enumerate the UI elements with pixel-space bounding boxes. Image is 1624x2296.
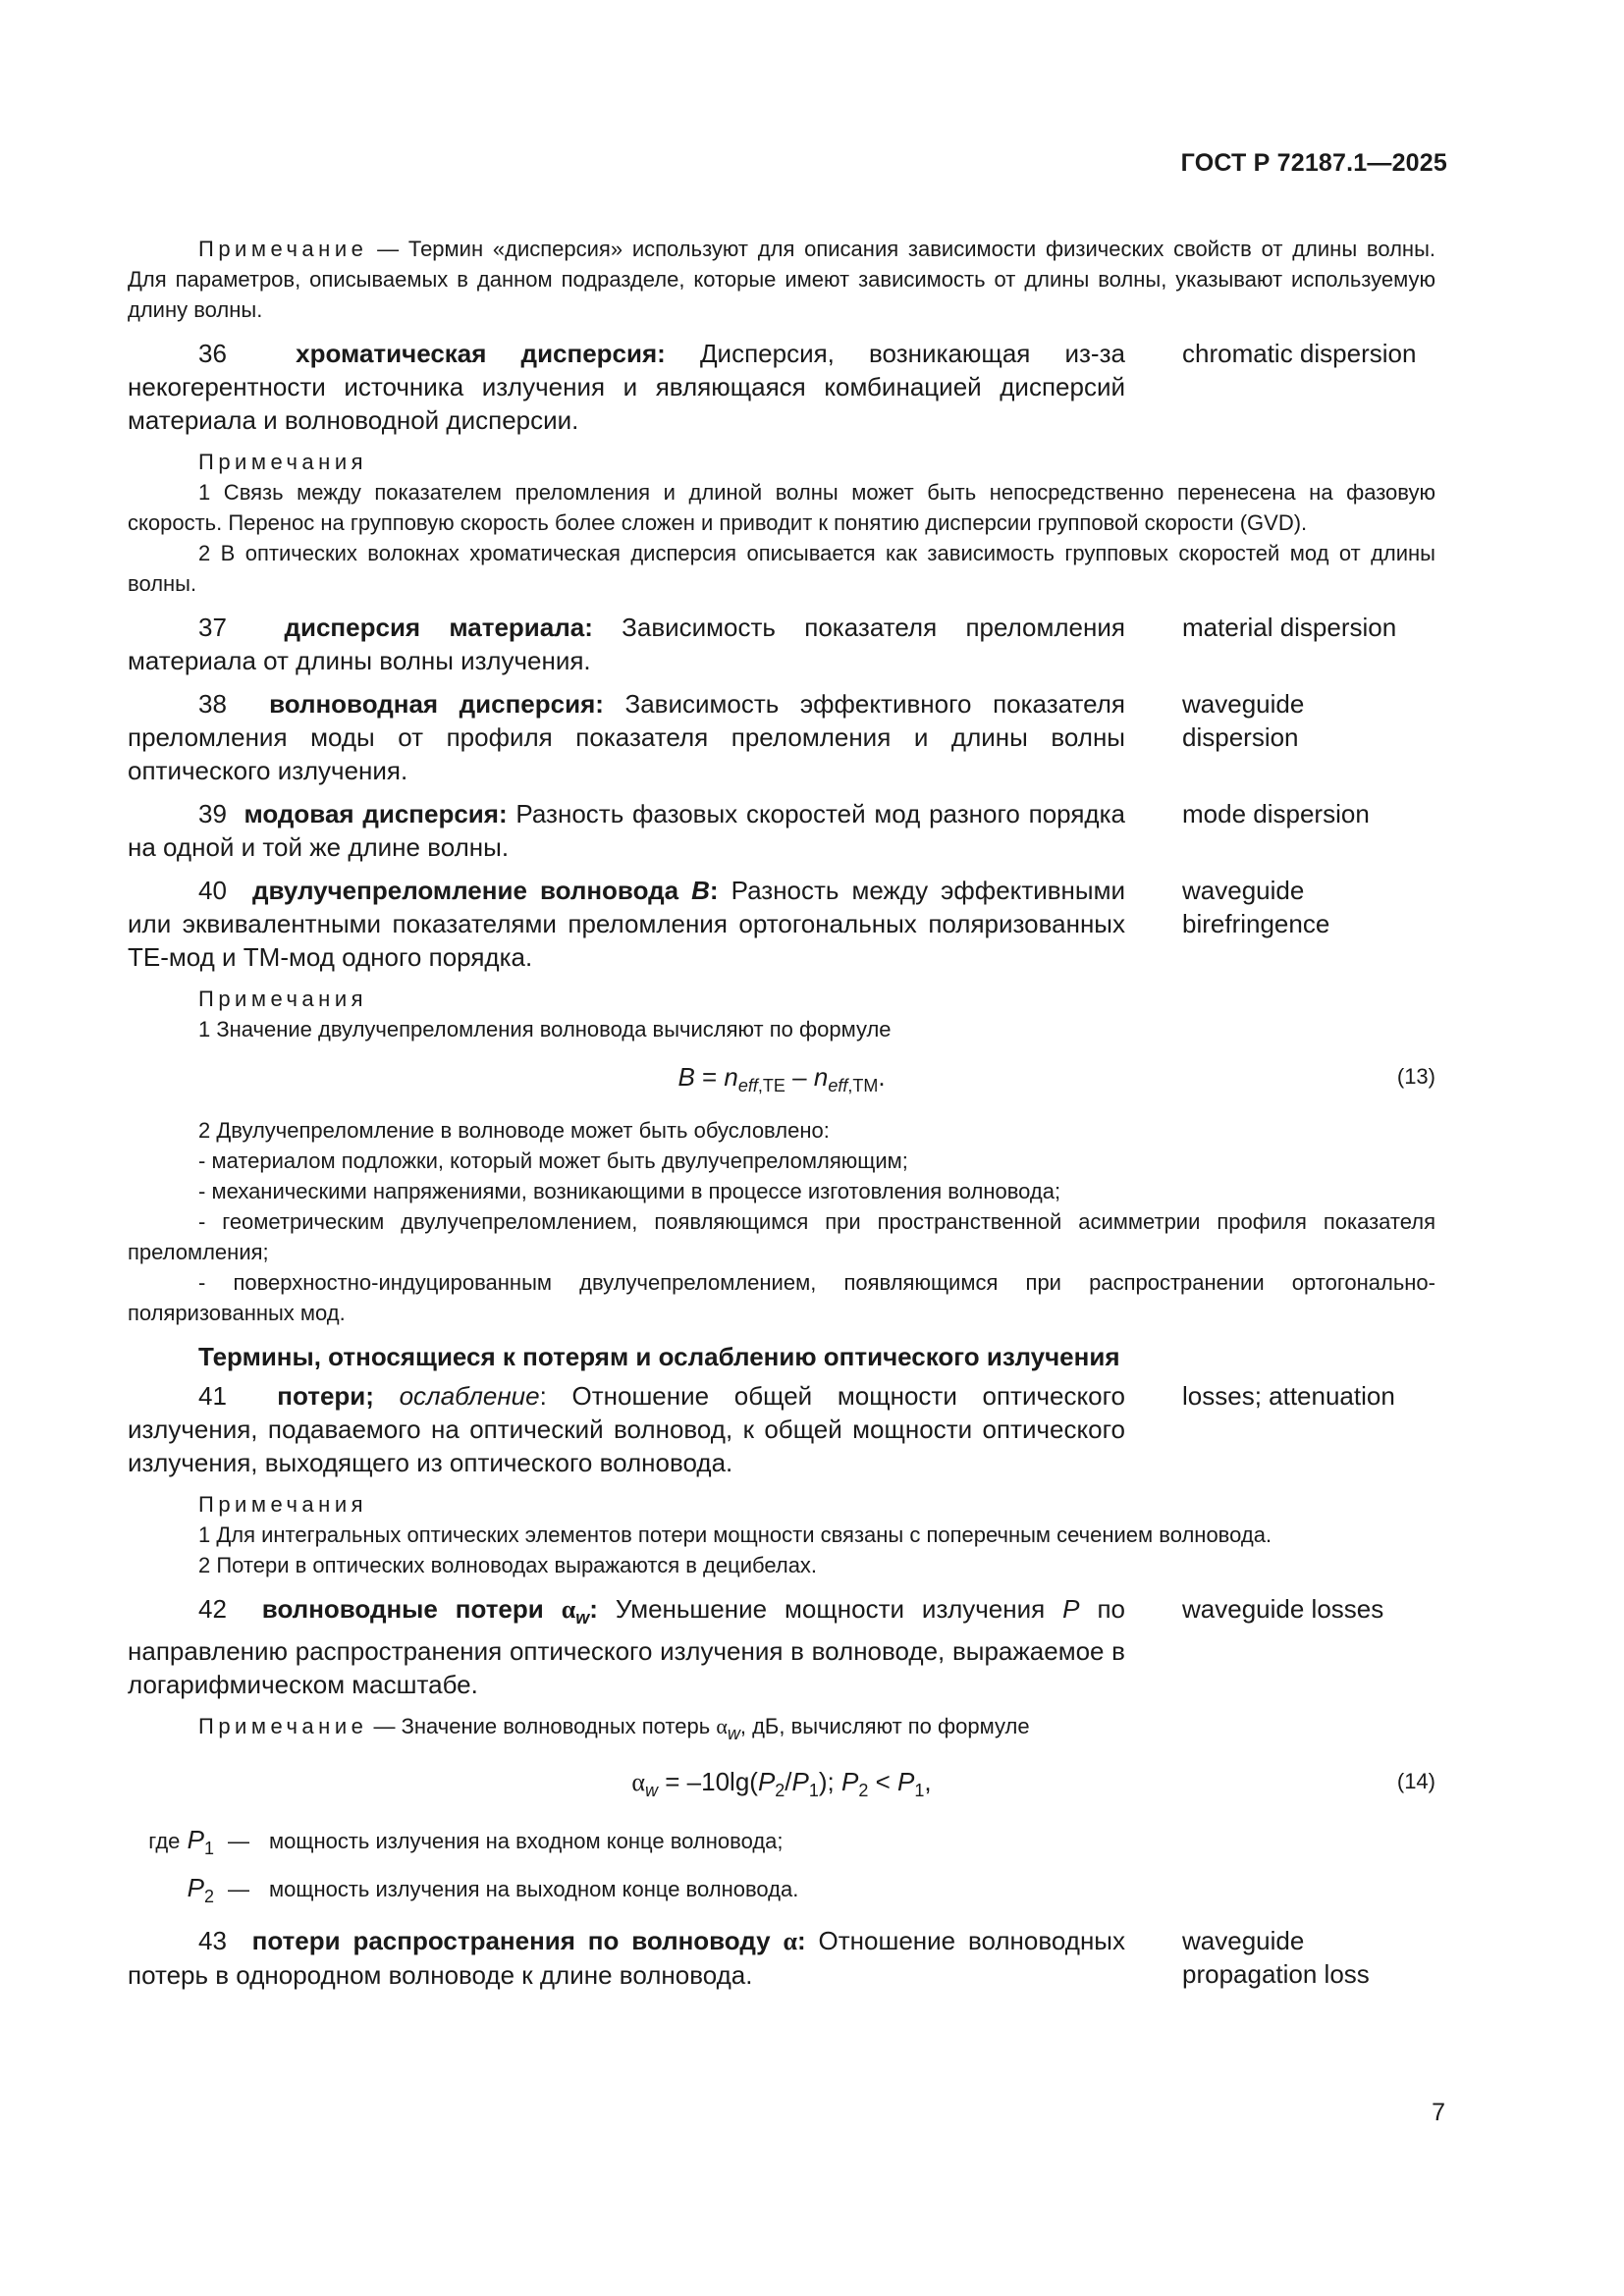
term-english: chromatic dispersion xyxy=(1182,339,1417,368)
notes-label: Примечания xyxy=(198,987,368,1011)
term-name: волноводная дисперсия: xyxy=(269,689,604,719)
formula-13 xyxy=(128,1054,1435,1105)
term-number: 42 xyxy=(198,1594,227,1624)
document-id: ГОСТ Р 72187.1—2025 xyxy=(1180,149,1447,177)
term-english: material dispersion xyxy=(1182,613,1397,642)
notes-label: Примечания xyxy=(198,1492,368,1517)
term-english: waveguide propagation loss xyxy=(1182,1926,1370,1989)
section-title-losses: Термины, относящиеся к потерям и ослаблению оптического излучения xyxy=(198,1342,1120,1371)
term-name: волноводные потери $\alpha_w$: xyxy=(261,1594,598,1628)
notes-40 xyxy=(128,984,1435,1044)
note-dash-item: - геометрическим двулучепреломлением, появляющимся при пространственной асимметрии профиля показателя преломления; xyxy=(128,1209,1435,1264)
legend-row: где $P_1$ — мощность излучения на входном конце волновода; xyxy=(148,1825,784,1858)
note-item: 1 Для интегральных оптических элементов потери мощности связаны с поперечным сечением волновода. xyxy=(198,1522,1272,1547)
term-definition: Отношение общей мощности оптического излучения, подаваемого на оптический волновод, к общей мощности оптического излучения, выходящего из оптического волновода. xyxy=(128,1381,1125,1477)
term-alt-name: ослабление xyxy=(399,1381,540,1411)
term-definition: Зависимость показателя преломления материала от длины волны излучения. xyxy=(128,613,1125,675)
term-name: потери распространения по волноводу α: xyxy=(251,1926,806,1955)
term-name: модовая дисперсия: xyxy=(244,799,508,828)
note-intro xyxy=(128,234,1435,325)
note-item: 1 Связь между показателем преломления и длиной волны может быть непосредственно перенесена на фазовую скорость. Перенос на групповую скорость более сложен и приводит к понятию дисперсии групповой скорости (GVD). xyxy=(128,480,1435,535)
term-name: дисперсия материала: xyxy=(284,613,593,642)
term-38 xyxy=(128,687,1435,787)
term-36 xyxy=(128,337,1435,437)
term-number: 43 xyxy=(198,1926,227,1955)
term-english: waveguide birefringence xyxy=(1182,876,1330,938)
note-dash-item: - поверхностно-индуцированным двулучепреломлением, появляющимся при распространении ортогонально-поляризованных мод. xyxy=(128,1270,1435,1325)
term-number: 40 xyxy=(198,876,227,905)
note-42: Примечание — Значение волноводных потерь $\alpha_w$, дБ, вычисляют по формуле xyxy=(198,1714,1030,1743)
term-definition: Уменьшение мощности излучения P по направлению распространения оптического излучения в волноводе, выражаемое в логарифмическом масштабе. xyxy=(128,1594,1125,1699)
term-number: 39 xyxy=(198,799,227,828)
term-name: двулучепреломление волновода B: xyxy=(252,876,719,905)
notes-label: Примечания xyxy=(198,450,368,474)
term-definition: Разность между эффективными или эквивалентными показателями преломления ортогональных поляризованных ТЕ-мод и ТМ-мод одного порядка. xyxy=(128,876,1126,972)
note-label: Примечание xyxy=(198,1714,368,1738)
term-number: 36 xyxy=(198,339,227,368)
formula-expression: $\alpha_w = -10\lg(P_2/P_1)$; $P_2 < P_1$, xyxy=(631,1767,932,1800)
term-english: waveguide losses xyxy=(1182,1594,1384,1624)
notes-40-cont xyxy=(128,1115,1435,1328)
term-definition: Разность фазовых скоростей мод разного порядка на одной и той же длине волны. xyxy=(128,799,1125,862)
term-40 xyxy=(128,874,1435,974)
formula-legend xyxy=(126,1820,1435,1916)
page-content xyxy=(128,234,1435,2002)
term-37 xyxy=(128,611,1435,677)
term-definition: Зависимость эффективного показателя преломления моды от профиля показателя преломления и длины волны оптического излучения. xyxy=(128,689,1125,785)
term-english: waveguide dispersion xyxy=(1182,689,1305,752)
note-text: — Термин «дисперсия» используют для описания зависимости физических свойств от длины волны. Для параметров, описываемых в данном подразделе, которые имеют зависимость от длины волны, указывают используемую длину волны. xyxy=(128,237,1435,322)
note-dash-item: - механическими напряжениями, возникающими в процессе изготовления волновода; xyxy=(198,1179,1061,1203)
note-item: 2 Потери в оптических волноводах выражаются в децибелах. xyxy=(198,1553,818,1577)
note-item: 2 Двулучепреломление в волноводе может быть обусловлено: xyxy=(198,1118,830,1143)
term-name: хроматическая дисперсия: xyxy=(296,339,666,368)
note-dash-item: - материалом подложки, который может быть двулучепреломляющим; xyxy=(198,1148,908,1173)
term-41: 41 потери; ослабление: Отношение общей мощности оптического излучения, подаваемого на оптический волновод, к общей мощности оптического излучения, выходящего из оптического волновода. losses; attenuation xyxy=(128,1379,1435,1479)
term-symbol: α xyxy=(783,1927,797,1955)
term-english: losses; attenuation xyxy=(1182,1381,1395,1411)
term-number: 38 xyxy=(198,689,227,719)
term-definition: Дисперсия, возникающая из-за некогерентности источника излучения и являющаяся комбинацией дисперсий материала и волноводной дисперсии. xyxy=(128,339,1125,435)
term-symbol: α xyxy=(561,1595,576,1624)
notes-36 xyxy=(128,447,1435,599)
formula-14 xyxy=(128,1759,1435,1810)
term-symbol: B xyxy=(691,876,710,905)
formula-number: (13) xyxy=(1396,1064,1435,1089)
term-definition: Отношение волноводных потерь в однородном волноводе к длине волновода. xyxy=(128,1926,1125,1990)
formula-expression: $B = n_{eff,TE} - n_{eff,TM}$. xyxy=(677,1062,886,1095)
term-name: потери; xyxy=(277,1381,374,1411)
term-42 xyxy=(128,1592,1435,1701)
formula-number: (14) xyxy=(1396,1769,1435,1793)
term-39 xyxy=(128,797,1435,864)
note-item: 1 Значение двулучепреломления волновода вычисляют по формуле xyxy=(198,1017,892,1041)
term-number: 37 xyxy=(198,613,227,642)
legend-row: $P_2$ — мощность излучения на выходном конце волновода. xyxy=(187,1873,799,1906)
note-label: Примечание xyxy=(198,237,368,261)
term-43 xyxy=(128,1924,1435,1992)
term-english: mode dispersion xyxy=(1182,799,1370,828)
page-number: 7 xyxy=(1432,2099,1445,2126)
term-number: 41 xyxy=(198,1381,227,1411)
note-item: 2 В оптических волокнах хроматическая дисперсия описывается как зависимость групповых скоростей мод от длины волны. xyxy=(128,541,1435,596)
notes-41 xyxy=(128,1489,1435,1580)
